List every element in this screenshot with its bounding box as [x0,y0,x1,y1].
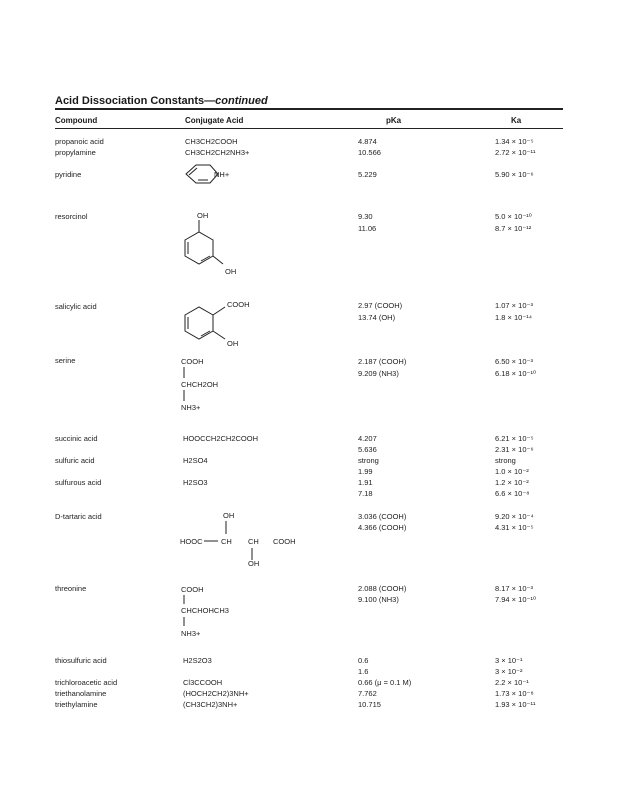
pka-value: 2.187 (COOH) [358,357,407,366]
pka-value: 9.100 (NH3) [358,595,399,604]
ka-value: 2.31 × 10⁻⁶ [495,445,534,454]
ka-value: 1.07 × 10⁻³ [495,301,533,310]
serine-nh3-label: NH3+ [181,403,201,412]
threonine-structure [180,580,260,642]
salicylic-cooh-label: COOH [227,300,250,309]
salicylic-oh-label: OH [227,339,239,348]
threonine-cooh-label: COOH [181,585,204,594]
compound-name: D-tartaric acid [55,512,102,521]
conjugate-acid-formula: Cl3CCOOH [183,678,223,687]
compound-name: thiosulfuric acid [55,656,107,665]
ka-value: 7.94 × 10⁻¹⁰ [495,595,536,604]
ka-value: 5.90 × 10⁻⁶ [495,170,534,179]
pka-value: strong [358,456,379,465]
page-title: Acid Dissociation Constants—continued [55,95,268,107]
threonine-chain-label: CHCHOHCH3 [181,606,229,615]
pka-value: 5.229 [358,170,377,179]
ka-value: 8.7 × 10⁻¹² [495,224,532,233]
ka-value: 6.21 × 10⁻⁵ [495,434,534,443]
pka-value: 7.18 [358,489,373,498]
pka-value: 5.636 [358,445,377,454]
tartaric-ch2-label: CH [248,537,259,546]
compound-name: succinic acid [55,434,98,443]
pka-value: 1.91 [358,478,373,487]
pka-value: 13.74 (OH) [358,313,396,322]
ka-value: 1.0 × 10⁻² [495,467,529,476]
ka-value: 1.34 × 10⁻⁵ [495,137,534,146]
pka-value: 11.06 [358,224,377,233]
pka-value: 10.566 [358,148,381,157]
serine-structure [180,354,250,416]
ka-value: 1.2 × 10⁻² [495,478,529,487]
ka-value: 1.93 × 10⁻¹¹ [495,700,536,709]
ka-value: 8.17 × 10⁻³ [495,584,533,593]
pyridine-nh-label: NH+ [214,170,230,179]
ka-value: 3 × 10⁻¹ [495,656,523,665]
pka-value: 4.874 [358,137,377,146]
ka-value: 2.2 × 10⁻¹ [495,678,529,687]
pka-value: 3.036 (COOH) [358,512,407,521]
serine-cooh-label: COOH [181,357,204,366]
pka-value: 10.715 [358,700,381,709]
ka-value: 1.8 × 10⁻¹⁴ [495,313,532,322]
pka-value: 4.366 (COOH) [358,523,407,532]
ka-value: 5.0 × 10⁻¹⁰ [495,212,532,221]
conjugate-acid-formula: H2S2O3 [183,656,212,665]
conjugate-acid-formula: H2SO3 [183,478,208,487]
pka-value: 0.6 [358,656,369,665]
header-pka: pKa [386,116,402,125]
pka-value: 1.6 [358,667,369,676]
compound-name: triethylamine [55,700,98,709]
serine-chain-label: CHCH2OH [181,380,219,389]
pka-value: 7.762 [358,689,377,698]
conjugate-acid-formula: CH3CH2CH2NH3+ [185,148,250,157]
salicylic-structure [175,295,265,350]
pka-value: 4.207 [358,434,377,443]
tartaric-hooc-label: HOOC [180,537,203,546]
compound-name: serine [55,356,76,365]
compound-name: sulfuric acid [55,456,95,465]
pka-value: 2.088 (COOH) [358,584,407,593]
pka-value: 1.99 [358,467,373,476]
ka-value: 4.31 × 10⁻⁵ [495,523,534,532]
compound-name: salicylic acid [55,302,97,311]
compound-name: triethanolamine [55,689,107,698]
pka-value: 0.66 (μ = 0.1 M) [358,678,412,687]
ka-value: 6.6 × 10⁻⁸ [495,489,530,498]
ka-value: strong [495,456,516,465]
tartaric-ch1-label: CH [221,537,232,546]
header-compound: Compound [55,116,98,125]
pyridine-structure [178,160,238,202]
conjugate-acid-formula: H2SO4 [183,456,208,465]
tartaric-structure [178,508,308,568]
tartaric-oh-bottom: OH [248,559,260,568]
ka-value: 9.20 × 10⁻⁴ [495,512,534,521]
ka-value: 6.18 × 10⁻¹⁰ [495,369,536,378]
pka-value: 2.97 (COOH) [358,301,403,310]
compound-name: pyridine [55,170,82,179]
tartaric-cooh-label: COOH [273,537,296,546]
title-rule [55,108,563,110]
salicylic-ring [185,307,213,339]
header-rule [55,128,563,129]
resorcinol-structure [175,208,255,278]
conjugate-acid-formula: (CH3CH2)3NH+ [183,700,238,709]
resorcinol-ring [185,232,213,264]
conjugate-acid-formula: (HOCH2CH2)3NH+ [183,689,249,698]
threonine-nh3-label: NH3+ [181,629,201,638]
pka-value: 9.209 (NH3) [358,369,399,378]
ka-value: 1.73 × 10⁻⁸ [495,689,534,698]
resorcinol-oh-top: OH [197,211,209,220]
compound-name: resorcinol [55,212,88,221]
conjugate-acid-formula: HOOCCH2CH2COOH [183,434,259,443]
pka-value: 9.30 [358,212,373,221]
compound-name: propylamine [55,148,96,157]
compound-name: propanoic acid [55,137,104,146]
ka-value: 2.72 × 10⁻¹¹ [495,148,536,157]
compound-name: trichloroacetic acid [55,678,118,687]
tartaric-oh-top: OH [223,511,235,520]
ka-value: 6.50 × 10⁻³ [495,357,533,366]
compound-name: sulfurous acid [55,478,102,487]
resorcinol-oh-bottom: OH [225,267,237,276]
ka-value: 3 × 10⁻² [495,667,523,676]
header-ka: Ka [511,116,522,125]
conjugate-acid-formula: CH3CH2COOH [185,137,238,146]
header-conjugate-acid: Conjugate Acid [185,116,244,125]
compound-name: threonine [55,584,87,593]
